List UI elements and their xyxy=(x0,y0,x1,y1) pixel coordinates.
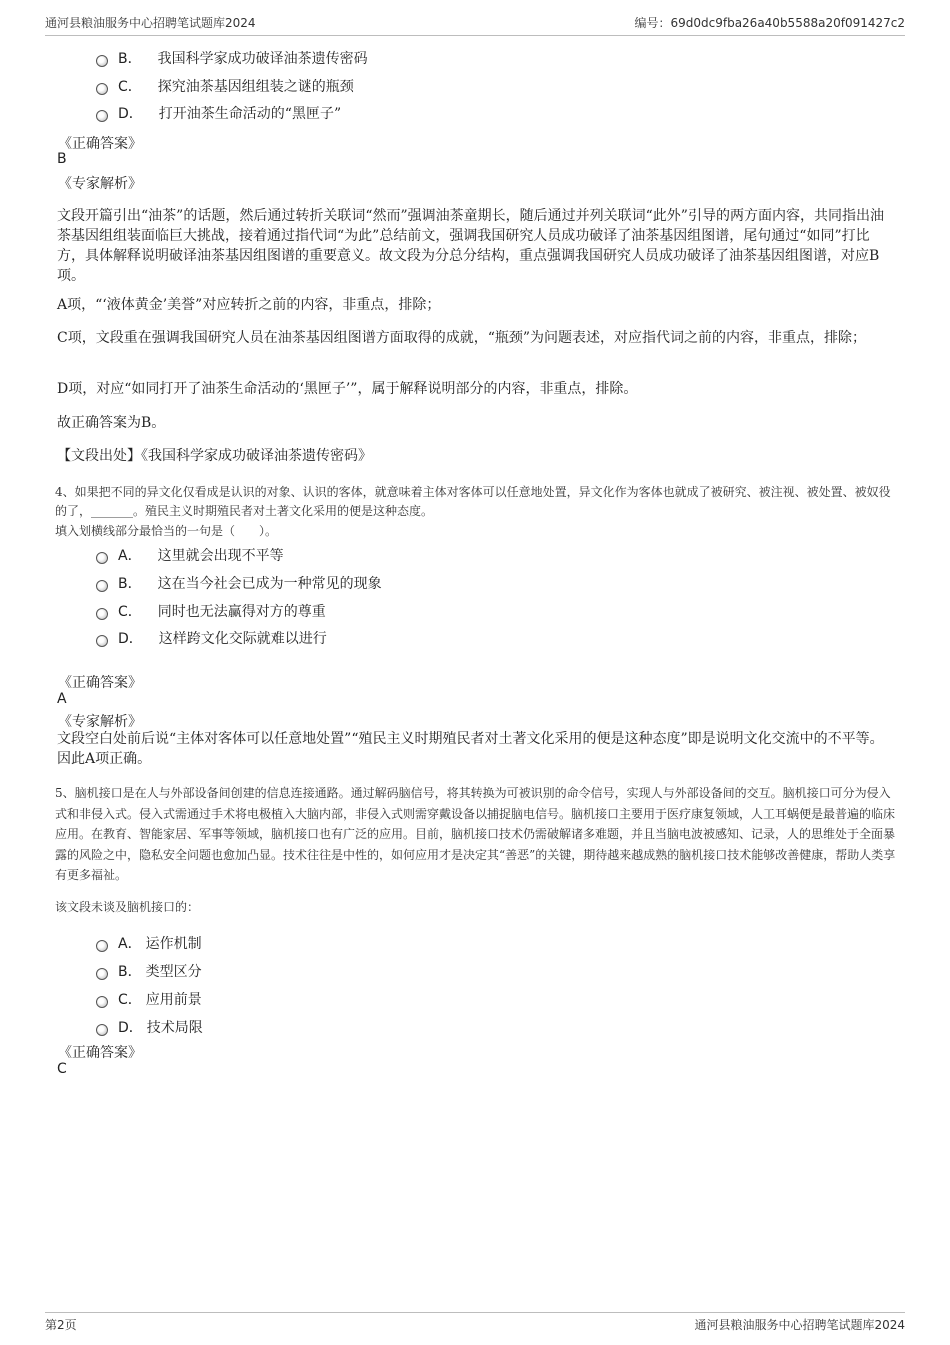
q4-prompt: 填入划横线部分最恰当的一句是（ ）。 xyxy=(55,524,278,538)
option-letter: C． xyxy=(118,992,142,1008)
radio-icon[interactable] xyxy=(96,55,108,67)
option-text: 技术局限 xyxy=(146,1020,203,1036)
option-letter: C． xyxy=(118,604,142,620)
option-letter: D． xyxy=(118,631,143,647)
option-letter: B． xyxy=(118,51,142,67)
q4-option-d[interactable] xyxy=(96,628,327,648)
q3-answer-label: 《正确答案》 xyxy=(58,136,142,152)
option-letter: B． xyxy=(118,964,142,980)
q3-source: 【文段出处】《我国科学家成功破译油茶遗传密码》 xyxy=(57,448,372,464)
option-text: 同时也无法赢得对方的尊重 xyxy=(157,604,326,620)
q5-option-a[interactable] xyxy=(96,933,202,953)
page-header xyxy=(45,14,905,36)
q3-conclusion: 故正确答案为B。 xyxy=(57,415,166,431)
page-number: 第2页 xyxy=(45,1318,77,1332)
q3-option-d[interactable] xyxy=(96,103,341,123)
radio-icon[interactable] xyxy=(96,83,108,95)
header-title: 通河县粮油服务中心招聘笔试题库2024 xyxy=(45,16,256,30)
page-footer xyxy=(45,1312,905,1333)
radio-icon[interactable] xyxy=(96,608,108,620)
q4-option-c[interactable] xyxy=(96,601,326,621)
radio-icon[interactable] xyxy=(96,968,108,980)
option-text: 应用前景 xyxy=(145,992,202,1008)
option-text: 运作机制 xyxy=(145,936,202,952)
option-text: 这样跨文化交际就难以进行 xyxy=(158,631,327,647)
q3-option-b[interactable] xyxy=(96,48,368,68)
q5-prompt: 该文段未谈及脑机接口的： xyxy=(55,900,200,914)
option-letter: A． xyxy=(118,548,142,564)
q5-stem: 5、脑机接口是在人与外部设备间创建的信息连接通路。通过解码脑信号，将其转换为可被识别的命令信号，实现人与外部设备间的交互。脑机接口可分为侵入式和非侵入式。侵入式需通过手术将电极植入大脑内部，非侵入式则需穿戴设备以捕捉脑电信号。脑机接口主要用于医疗康复领域，人工耳蜗便是最普遍的临床应用。在教育、智能家居、军事等领域，脑机接口也有广泛的应用。目前，脑机接口技术仍需破解诸多难题，并且当脑电波被感知、记录，人的思维处于全面暴露的风险之中，隐私安全问题也愈加凸显。技术往往是中性的，如何应用才是决定其“善恶”的关键，期待越来越成熟的脑机接口技术能够改善健康，帮助人类享有更多福祉。 xyxy=(55,786,896,882)
radio-icon[interactable] xyxy=(96,1024,108,1036)
option-letter: D． xyxy=(118,1020,143,1036)
q4-answer: A xyxy=(57,691,67,707)
radio-icon[interactable] xyxy=(96,552,108,564)
option-text: 打开油茶生命活动的“黑匣子” xyxy=(158,106,342,122)
option-letter: C． xyxy=(118,79,142,95)
option-text: 这里就会出现不平等 xyxy=(157,548,284,564)
option-letter: A． xyxy=(118,936,142,952)
option-text: 探究油茶基因组组装之谜的瓶颈 xyxy=(157,79,354,95)
option-text: 这在当今社会已成为一种常见的现象 xyxy=(157,576,382,592)
radio-icon[interactable] xyxy=(96,996,108,1008)
q3-analysis-option-a: A项，“‘液体黄金’美誉”对应转折之前的内容，非重点，排除； xyxy=(57,297,441,313)
option-text: 我国科学家成功破译油茶遗传密码 xyxy=(157,51,368,67)
option-text: 类型区分 xyxy=(145,964,202,980)
q3-option-c[interactable] xyxy=(96,76,354,96)
radio-icon[interactable] xyxy=(96,940,108,952)
q4-analysis: 文段空白处前后说“主体对客体可以任意地处置”“殖民主义时期殖民者对土著文化采用的便是这种态度”即是说明文化交流中的不平等。因此A项正确。 xyxy=(57,731,884,767)
option-letter: B． xyxy=(118,576,142,592)
q4-option-b[interactable] xyxy=(96,573,382,593)
document-id: 编号：69d0dc9fba26a40b5588a20f091427c2 xyxy=(634,16,905,30)
q5-option-d[interactable] xyxy=(96,1017,203,1037)
q3-answer: B xyxy=(57,151,67,167)
q4-stem: 4、如果把不同的异文化仅看成是认识的对象、认识的客体，就意味着主体对客体可以任意地处置，异文化作为客体也就成了被研究、被注视、被处置、被奴役的了，_______。殖民主义时期殖民者对土著文化采用的便是这种态度。 xyxy=(55,485,891,518)
q4-option-a[interactable] xyxy=(96,545,284,565)
q5-answer: C xyxy=(57,1061,67,1077)
q4-analysis-label: 《专家解析》 xyxy=(58,714,142,730)
option-letter: D． xyxy=(118,106,143,122)
q5-option-b[interactable] xyxy=(96,961,202,981)
q4-answer-label: 《正确答案》 xyxy=(58,675,142,691)
q3-analysis-option-c: C项，文段重在强调我国研究人员在油茶基因组图谱方面取得的成就，“瓶颈”为问题表述，对应指代词之前的内容，非重点，排除； xyxy=(57,330,867,346)
q5-answer-label: 《正确答案》 xyxy=(58,1045,142,1061)
q3-analysis-paragraph: 文段开篇引出“油茶”的话题，然后通过转折关联词“然而”强调油茶童期长，随后通过并列关联词“此外”引导的两方面内容，共同指出油茶基因组组装面临巨大挑战，接着通过指代词“为此”总结前文，强调我国研究人员成功破译了油茶基因组图谱，尾句通过“如同”打比方，具体解释说明破译油茶基因组图谱的重要意义。故文段为分总分结构，重点强调我国研究人员成功破译了油茶基因组图谱，对应B项。 xyxy=(57,208,884,284)
radio-icon[interactable] xyxy=(96,635,108,647)
radio-icon[interactable] xyxy=(96,580,108,592)
footer-title: 通河县粮油服务中心招聘笔试题库2024 xyxy=(694,1318,905,1332)
radio-icon[interactable] xyxy=(96,110,108,122)
q3-analysis-option-d: D项，对应“如同打开了油茶生命活动的‘黑匣子’”，属于解释说明部分的内容，非重点，排除。 xyxy=(57,381,638,397)
q5-option-c[interactable] xyxy=(96,989,202,1009)
q3-analysis-label: 《专家解析》 xyxy=(58,176,142,192)
